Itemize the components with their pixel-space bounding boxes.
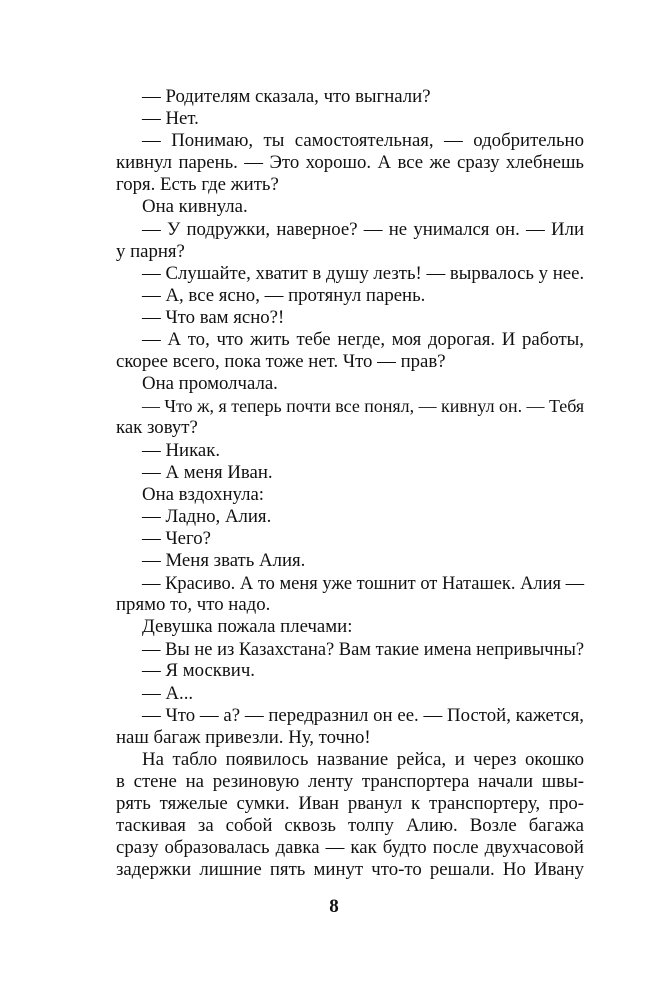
text-line: у парня?: [116, 240, 185, 262]
page-number: 8: [329, 896, 339, 917]
text-line: сразу образовалась давка — как будто после двухчасовой: [116, 837, 584, 859]
text-line: — Вы не из Казахстана? Вам такие имена непривычны?: [142, 639, 585, 660]
text-line: Она вздохнула:: [142, 483, 265, 505]
text-line: Она промолчала.: [142, 373, 278, 395]
text-line: Девушка пожала плечами:: [142, 616, 353, 638]
text-line: На табло появилось название рейса, и через окошко: [142, 748, 584, 770]
text-line: наш багаж привезли. Ну, точно!: [116, 726, 371, 748]
text-line: — Понимаю, ты самостоятельная, — одобрительно: [142, 130, 584, 152]
text-line: — Что вам ясно?!: [142, 306, 285, 328]
text-line: — А то, что жить тебе негде, моя дорогая. И работы,: [142, 329, 584, 351]
text-line: — Меня звать Алия.: [142, 549, 306, 571]
text-line: — Красиво. А то меня уже тошнит от Наташек. Алия —: [142, 573, 585, 594]
text-line: задержки лишние пять минут что-то решали. Но Ивану: [116, 859, 584, 881]
text-line: — Родителям сказала, что выгнали?: [142, 86, 431, 107]
text-line: — Нет.: [142, 108, 199, 130]
text-line: в стене на резиновую ленту транспортера начали швы-: [116, 770, 584, 792]
text-line: кивнул парень. — Это хорошо. А все же сразу хлебнешь: [116, 152, 584, 174]
text-line: — А меня Иван.: [142, 461, 273, 483]
text-line: как зовут?: [116, 417, 198, 439]
text-line: — Я москвич.: [142, 660, 255, 682]
text-line: Она кивнула.: [142, 196, 248, 218]
text-line: прямо то, что надо.: [116, 594, 271, 616]
text-line: — А...: [142, 682, 194, 704]
text-line: — Что — а? — передразнил он ее. — Постой, кажется,: [142, 704, 584, 726]
text-line: — Никак.: [142, 439, 221, 461]
text-line: рять тяжелые сумки. Иван рванул к транспортеру, про-: [116, 793, 584, 814]
text-line: — А, все ясно, — протянул парень.: [142, 284, 426, 306]
body-text: [116, 86, 584, 881]
text-line: — Слушайте, хватит в душу лезть! — вырвалось у нее.: [142, 262, 585, 284]
text-line: — У подружки, наверное? — не унимался он. — Или: [142, 218, 584, 240]
text-line: — Что ж, я теперь почти все понял, — кивнул он. — Тебя: [142, 396, 585, 417]
text-line: — Чего?: [142, 527, 211, 549]
text-line: — Ладно, Алия.: [142, 505, 272, 527]
text-line: таскивая за собой сквозь толпу Алию. Возле багажа: [116, 815, 584, 837]
text-line: скорее всего, пока тоже нет. Что — прав?: [116, 351, 446, 373]
text-line: горя. Есть где жить?: [116, 174, 279, 196]
